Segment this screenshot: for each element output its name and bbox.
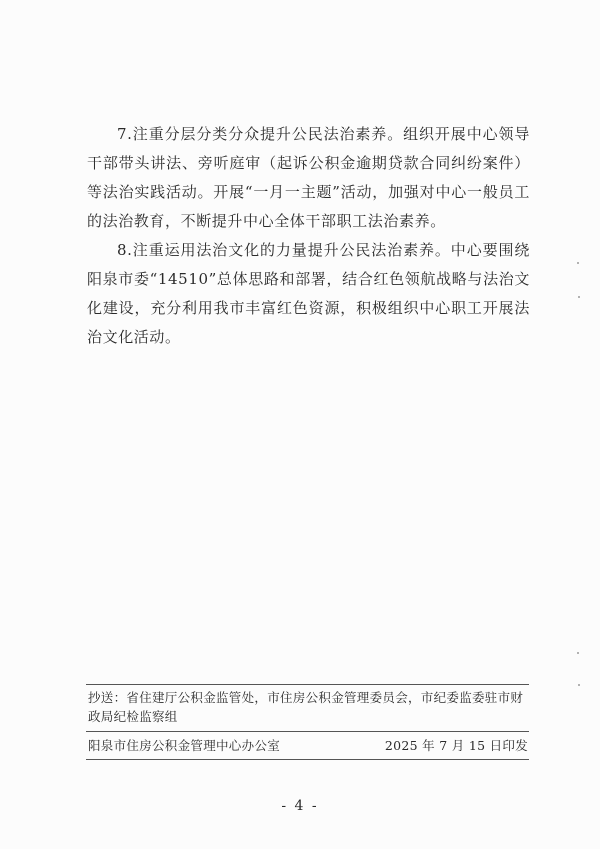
scan-speck (578, 296, 580, 298)
page-number: - 4 - (281, 798, 319, 814)
issue-date: 2025 年 7 月 15 日印发 (384, 738, 528, 753)
scan-speck (578, 684, 580, 686)
body-text (87, 120, 530, 352)
cc-line: 抄送：省住建厅公积金监管处，市住房公积金管理委员会，市纪委监委驻市财政局纪检监察组 (88, 690, 524, 724)
paragraph-8: 8.注重运用法治文化的力量提升公民法治素养。中心要围绕阳泉市委“14510”总体思路和部署，结合红色领航战略与法治文化建设，充分利用我市丰富红色资源，积极组织中心职工开展法治文化活动。 (87, 241, 530, 346)
issuer-name: 阳泉市住房公积金管理中心办公室 (88, 738, 281, 753)
scan-speck (577, 652, 579, 654)
cc-top-rule (86, 684, 529, 685)
cc-bottom-rule (86, 731, 529, 732)
scan-speck (577, 262, 579, 264)
footer-bottom-rule (86, 759, 529, 760)
paragraph-7: 7.注重分层分类分众提升公民法治素养。组织开展中心领导干部带头讲法、旁听庭审（起诉公积金逾期贷款合同纠纷案件）等法治实践活动。开展“一月一主题”活动，加强对中心一般员工的法治教育，不断提升中心全体干部职工法治素养。 (87, 125, 530, 230)
